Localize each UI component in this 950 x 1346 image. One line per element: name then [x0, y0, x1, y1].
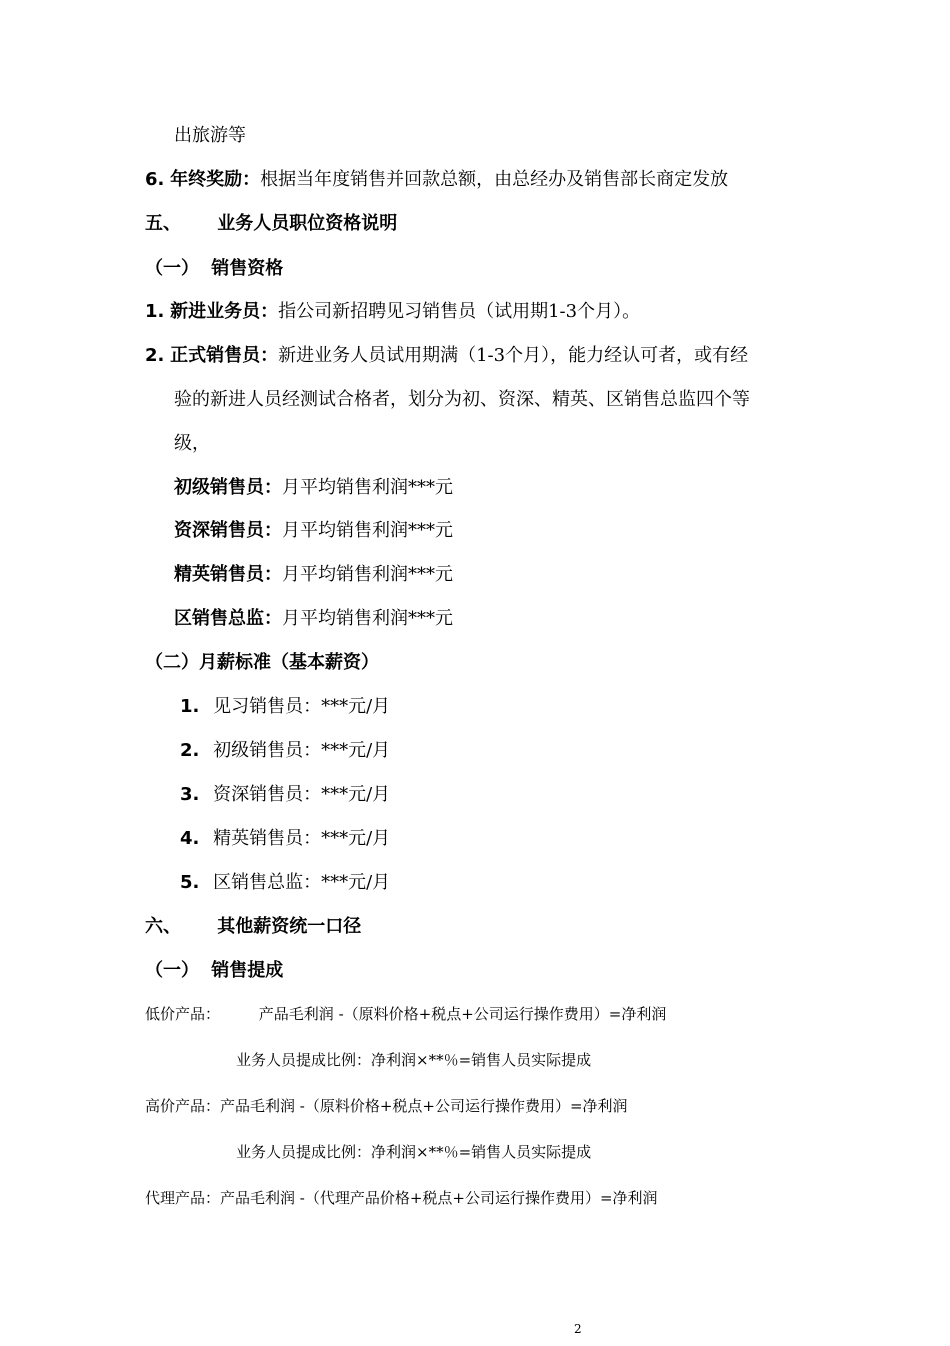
level-label: 初级销售员： [174, 477, 282, 498]
item-text: 指公司新招聘见习销售员（试用期1-3个月）。 [278, 301, 641, 322]
level-text: 月平均销售利润***元 [282, 520, 453, 541]
qualification-item-2-cont: 验的新进人员经测试合格者，划分为初、资深、精英、区销售总监四个等 [174, 389, 750, 410]
low-price-formula [145, 1003, 666, 1025]
item-text: 根据当年度销售并回款总额，由总经办及销售部长商定发放 [260, 169, 729, 190]
low-price-ratio: 业务人员提成比例：净利润×**％=销售人员实际提成 [236, 1051, 592, 1069]
qualification-item-2 [145, 344, 748, 368]
section-number: 六、 [145, 916, 181, 937]
pay-item-2 [180, 739, 390, 763]
pay-item-1 [180, 695, 390, 719]
formula-label: 高价产品： [145, 1097, 221, 1115]
agent-product-formula [145, 1187, 658, 1209]
year-end-bonus [145, 168, 728, 192]
level-text: 月平均销售利润***元 [282, 608, 453, 629]
level-label: 区销售总监： [174, 608, 282, 629]
qualification-item-2-cont2: 级， [174, 433, 210, 454]
pay-text: 资深销售员：***元/月 [213, 784, 391, 805]
high-price-formula [145, 1095, 628, 1117]
subsection-monthly-salary: （二）月薪标准（基本薪资） [145, 652, 379, 673]
subsection-title: 销售资格 [211, 258, 284, 279]
subsection-number: （一） [145, 258, 199, 279]
subsection-sales-qualification [145, 257, 283, 281]
pay-text: 见习销售员：***元/月 [213, 696, 391, 717]
level-director [174, 607, 453, 631]
pay-text: 区销售总监：***元/月 [213, 872, 391, 893]
pay-number: 1. [180, 696, 200, 717]
item-number: 1. [145, 301, 165, 322]
pay-number: 5. [180, 872, 200, 893]
formula-label: 代理产品： [145, 1189, 221, 1207]
pay-text: 初级销售员：***元/月 [213, 740, 391, 761]
section-5-heading [145, 212, 397, 236]
item-label: 年终奖励： [170, 169, 261, 190]
level-junior [174, 476, 453, 500]
pay-number: 2. [180, 740, 200, 761]
item-label: 新进业务员： [170, 301, 279, 322]
level-text: 月平均销售利润***元 [282, 477, 453, 498]
level-senior [174, 519, 453, 543]
high-price-ratio: 业务人员提成比例：净利润×**％=销售人员实际提成 [236, 1143, 592, 1161]
continuation-text: 出旅游等 [174, 125, 246, 146]
formula-label: 低价产品： [145, 1005, 221, 1023]
pay-item-5 [180, 871, 390, 895]
pay-item-3 [180, 783, 390, 807]
section-title: 业务人员职位资格说明 [217, 213, 398, 234]
formula-text: 产品毛利润 -（原料价格+税点+公司运行操作费用）=净利润 [258, 1005, 667, 1023]
section-6-heading [145, 915, 361, 939]
pay-text: 精英销售员：***元/月 [213, 828, 391, 849]
subsection-commission [145, 959, 283, 983]
level-text: 月平均销售利润***元 [282, 564, 453, 585]
formula-text: 产品毛利润 -（原料价格+税点+公司运行操作费用）=净利润 [220, 1097, 628, 1115]
section-number: 五、 [145, 213, 181, 234]
level-elite [174, 563, 453, 587]
item-number: 2. [145, 345, 165, 366]
qualification-item-1 [145, 300, 640, 324]
page-number: 2 [574, 1322, 582, 1336]
item-label: 正式销售员： [170, 345, 279, 366]
subsection-number: （一） [145, 960, 199, 981]
pay-number: 4. [180, 828, 200, 849]
level-label: 资深销售员： [174, 520, 282, 541]
item-text: 新进业务人员试用期满（1-3个月），能力经认可者，或有经 [278, 345, 749, 366]
section-title: 其他薪资统一口径 [217, 916, 362, 937]
subsection-title: 销售提成 [211, 960, 284, 981]
level-label: 精英销售员： [174, 564, 282, 585]
formula-text: 产品毛利润 -（代理产品价格+税点+公司运行操作费用）=净利润 [220, 1189, 658, 1207]
pay-item-4 [180, 827, 390, 851]
pay-number: 3. [180, 784, 200, 805]
item-number: 6. [145, 169, 165, 190]
